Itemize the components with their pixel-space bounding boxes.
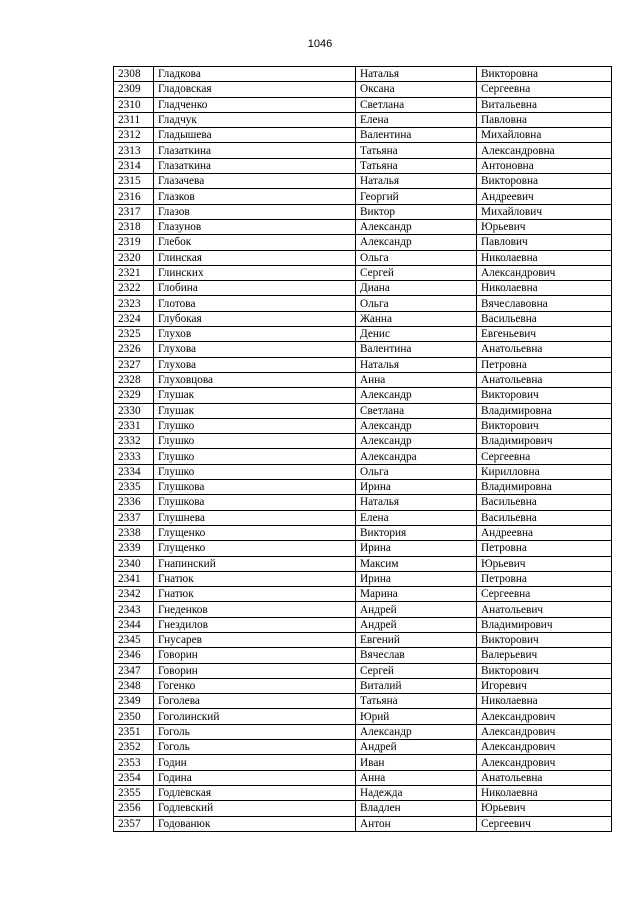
- patronymic-cell: Александрович: [477, 709, 612, 724]
- patronymic-cell: Антоновна: [477, 158, 612, 173]
- last-name-cell: Гнездилов: [154, 617, 356, 632]
- last-name-cell: Глубокая: [154, 311, 356, 326]
- first-name-cell: Татьяна: [356, 143, 477, 158]
- registry-table-body: [114, 67, 612, 832]
- registry-table: [113, 66, 612, 832]
- table-row: [114, 82, 612, 97]
- last-name-cell: Гоголь: [154, 740, 356, 755]
- patronymic-cell: Александровна: [477, 143, 612, 158]
- first-name-cell: Андрей: [356, 617, 477, 632]
- row-number-cell: 2345: [114, 632, 154, 647]
- first-name-cell: Максим: [356, 556, 477, 571]
- first-name-cell: Александр: [356, 235, 477, 250]
- table-row: [114, 189, 612, 204]
- last-name-cell: Гладченко: [154, 97, 356, 112]
- first-name-cell: Светлана: [356, 97, 477, 112]
- row-number-cell: 2330: [114, 403, 154, 418]
- first-name-cell: Ирина: [356, 571, 477, 586]
- last-name-cell: Глазаткина: [154, 143, 356, 158]
- table-row: [114, 663, 612, 678]
- last-name-cell: Говорин: [154, 663, 356, 678]
- patronymic-cell: Александрович: [477, 740, 612, 755]
- row-number-cell: 2326: [114, 342, 154, 357]
- last-name-cell: Глотова: [154, 296, 356, 311]
- patronymic-cell: Николаевна: [477, 281, 612, 296]
- table-row: [114, 403, 612, 418]
- first-name-cell: Елена: [356, 112, 477, 127]
- table-row: [114, 694, 612, 709]
- last-name-cell: Глушак: [154, 403, 356, 418]
- row-number-cell: 2349: [114, 694, 154, 709]
- first-name-cell: Александр: [356, 219, 477, 234]
- first-name-cell: Татьяна: [356, 158, 477, 173]
- first-name-cell: Виктор: [356, 204, 477, 219]
- table-row: [114, 434, 612, 449]
- patronymic-cell: Николаевна: [477, 694, 612, 709]
- row-number-cell: 2318: [114, 219, 154, 234]
- row-number-cell: 2344: [114, 617, 154, 632]
- table-row: [114, 112, 612, 127]
- table-row: [114, 525, 612, 540]
- last-name-cell: Годлевский: [154, 801, 356, 816]
- last-name-cell: Годлевская: [154, 785, 356, 800]
- last-name-cell: Глухова: [154, 357, 356, 372]
- row-number-cell: 2311: [114, 112, 154, 127]
- patronymic-cell: Анатольевна: [477, 342, 612, 357]
- patronymic-cell: Михайловна: [477, 128, 612, 143]
- row-number-cell: 2351: [114, 724, 154, 739]
- first-name-cell: Светлана: [356, 403, 477, 418]
- row-number-cell: 2340: [114, 556, 154, 571]
- patronymic-cell: Васильевна: [477, 510, 612, 525]
- last-name-cell: Глуховцова: [154, 372, 356, 387]
- first-name-cell: Наталья: [356, 357, 477, 372]
- patronymic-cell: Андреевич: [477, 189, 612, 204]
- first-name-cell: Евгений: [356, 632, 477, 647]
- first-name-cell: Наталья: [356, 495, 477, 510]
- table-row: [114, 602, 612, 617]
- row-number-cell: 2317: [114, 204, 154, 219]
- last-name-cell: Глазунов: [154, 219, 356, 234]
- table-row: [114, 556, 612, 571]
- last-name-cell: Глазаткина: [154, 158, 356, 173]
- last-name-cell: Гнатюк: [154, 587, 356, 602]
- row-number-cell: 2341: [114, 571, 154, 586]
- table-row: [114, 281, 612, 296]
- last-name-cell: Глушко: [154, 434, 356, 449]
- patronymic-cell: Александрович: [477, 724, 612, 739]
- table-row: [114, 510, 612, 525]
- last-name-cell: Гнусарев: [154, 632, 356, 647]
- row-number-cell: 2355: [114, 785, 154, 800]
- patronymic-cell: Владимирович: [477, 617, 612, 632]
- row-number-cell: 2339: [114, 541, 154, 556]
- first-name-cell: Александра: [356, 449, 477, 464]
- row-number-cell: 2324: [114, 311, 154, 326]
- table-row: [114, 327, 612, 342]
- first-name-cell: Елена: [356, 510, 477, 525]
- patronymic-cell: Викторович: [477, 388, 612, 403]
- table-row: [114, 709, 612, 724]
- row-number-cell: 2325: [114, 327, 154, 342]
- last-name-cell: Годин: [154, 755, 356, 770]
- table-row: [114, 571, 612, 586]
- first-name-cell: Александр: [356, 388, 477, 403]
- last-name-cell: Гнеденков: [154, 602, 356, 617]
- table-row: [114, 219, 612, 234]
- table-row: [114, 632, 612, 647]
- first-name-cell: Александр: [356, 418, 477, 433]
- patronymic-cell: Анатольевна: [477, 372, 612, 387]
- table-row: [114, 342, 612, 357]
- last-name-cell: Гладчук: [154, 112, 356, 127]
- table-row: [114, 67, 612, 82]
- row-number-cell: 2322: [114, 281, 154, 296]
- first-name-cell: Марина: [356, 587, 477, 602]
- row-number-cell: 2319: [114, 235, 154, 250]
- patronymic-cell: Владимировна: [477, 403, 612, 418]
- patronymic-cell: Вячеславовна: [477, 296, 612, 311]
- row-number-cell: 2320: [114, 250, 154, 265]
- first-name-cell: Наталья: [356, 67, 477, 82]
- row-number-cell: 2328: [114, 372, 154, 387]
- first-name-cell: Александр: [356, 724, 477, 739]
- table-row: [114, 372, 612, 387]
- row-number-cell: 2348: [114, 678, 154, 693]
- table-row: [114, 724, 612, 739]
- table-row: [114, 311, 612, 326]
- patronymic-cell: Андреевна: [477, 525, 612, 540]
- row-number-cell: 2353: [114, 755, 154, 770]
- first-name-cell: Александр: [356, 434, 477, 449]
- row-number-cell: 2323: [114, 296, 154, 311]
- table-row: [114, 648, 612, 663]
- row-number-cell: 2356: [114, 801, 154, 816]
- patronymic-cell: Викторовна: [477, 67, 612, 82]
- last-name-cell: Глушко: [154, 449, 356, 464]
- first-name-cell: Антон: [356, 816, 477, 831]
- row-number-cell: 2321: [114, 265, 154, 280]
- first-name-cell: Анна: [356, 770, 477, 785]
- last-name-cell: Гладовская: [154, 82, 356, 97]
- row-number-cell: 2346: [114, 648, 154, 663]
- row-number-cell: 2313: [114, 143, 154, 158]
- patronymic-cell: Викторович: [477, 632, 612, 647]
- table-row: [114, 495, 612, 510]
- last-name-cell: Глушко: [154, 464, 356, 479]
- patronymic-cell: Юрьевич: [477, 801, 612, 816]
- last-name-cell: Глазков: [154, 189, 356, 204]
- patronymic-cell: Викторович: [477, 663, 612, 678]
- row-number-cell: 2315: [114, 174, 154, 189]
- row-number-cell: 2334: [114, 464, 154, 479]
- last-name-cell: Гогенко: [154, 678, 356, 693]
- table-row: [114, 235, 612, 250]
- row-number-cell: 2352: [114, 740, 154, 755]
- row-number-cell: 2332: [114, 434, 154, 449]
- patronymic-cell: Валерьевич: [477, 648, 612, 663]
- table-row: [114, 174, 612, 189]
- patronymic-cell: Петровна: [477, 357, 612, 372]
- first-name-cell: Ирина: [356, 541, 477, 556]
- row-number-cell: 2310: [114, 97, 154, 112]
- patronymic-cell: Сергеевна: [477, 587, 612, 602]
- last-name-cell: Глухов: [154, 327, 356, 342]
- first-name-cell: Георгий: [356, 189, 477, 204]
- last-name-cell: Глущенко: [154, 525, 356, 540]
- row-number-cell: 2312: [114, 128, 154, 143]
- row-number-cell: 2347: [114, 663, 154, 678]
- row-number-cell: 2342: [114, 587, 154, 602]
- table-row: [114, 541, 612, 556]
- first-name-cell: Валентина: [356, 342, 477, 357]
- first-name-cell: Наталья: [356, 174, 477, 189]
- last-name-cell: Глобина: [154, 281, 356, 296]
- last-name-cell: Глебок: [154, 235, 356, 250]
- row-number-cell: 2354: [114, 770, 154, 785]
- first-name-cell: Денис: [356, 327, 477, 342]
- first-name-cell: Виталий: [356, 678, 477, 693]
- patronymic-cell: Сергеевна: [477, 449, 612, 464]
- first-name-cell: Вячеслав: [356, 648, 477, 663]
- row-number-cell: 2309: [114, 82, 154, 97]
- table-row: [114, 97, 612, 112]
- last-name-cell: Гоголинский: [154, 709, 356, 724]
- first-name-cell: Жанна: [356, 311, 477, 326]
- table-row: [114, 158, 612, 173]
- patronymic-cell: Юрьевич: [477, 219, 612, 234]
- patronymic-cell: Викторовна: [477, 174, 612, 189]
- row-number-cell: 2329: [114, 388, 154, 403]
- first-name-cell: Сергей: [356, 265, 477, 280]
- last-name-cell: Глухова: [154, 342, 356, 357]
- last-name-cell: Гнапинский: [154, 556, 356, 571]
- first-name-cell: Андрей: [356, 602, 477, 617]
- row-number-cell: 2308: [114, 67, 154, 82]
- last-name-cell: Глушкова: [154, 480, 356, 495]
- table-row: [114, 128, 612, 143]
- table-row: [114, 265, 612, 280]
- table-row: [114, 678, 612, 693]
- patronymic-cell: Сергеевич: [477, 816, 612, 831]
- patronymic-cell: Анатольевна: [477, 770, 612, 785]
- patronymic-cell: Сергеевна: [477, 82, 612, 97]
- table-row: [114, 388, 612, 403]
- first-name-cell: Иван: [356, 755, 477, 770]
- patronymic-cell: Владимирович: [477, 434, 612, 449]
- row-number-cell: 2336: [114, 495, 154, 510]
- row-number-cell: 2327: [114, 357, 154, 372]
- last-name-cell: Гладкова: [154, 67, 356, 82]
- patronymic-cell: Евгеньевич: [477, 327, 612, 342]
- table-row: [114, 204, 612, 219]
- last-name-cell: Глушак: [154, 388, 356, 403]
- patronymic-cell: Павловна: [477, 112, 612, 127]
- last-name-cell: Глазов: [154, 204, 356, 219]
- row-number-cell: 2338: [114, 525, 154, 540]
- page-number: 1046: [307, 38, 333, 50]
- first-name-cell: Ольга: [356, 296, 477, 311]
- patronymic-cell: Александрович: [477, 755, 612, 770]
- patronymic-cell: Александрович: [477, 265, 612, 280]
- last-name-cell: Глушнева: [154, 510, 356, 525]
- patronymic-cell: Николаевна: [477, 785, 612, 800]
- patronymic-cell: Петровна: [477, 571, 612, 586]
- first-name-cell: Ольга: [356, 250, 477, 265]
- table-row: [114, 816, 612, 831]
- first-name-cell: Виктория: [356, 525, 477, 540]
- patronymic-cell: Павлович: [477, 235, 612, 250]
- table-row: [114, 418, 612, 433]
- first-name-cell: Сергей: [356, 663, 477, 678]
- last-name-cell: Глинских: [154, 265, 356, 280]
- patronymic-cell: Викторович: [477, 418, 612, 433]
- patronymic-cell: Владимировна: [477, 480, 612, 495]
- last-name-cell: Глушко: [154, 418, 356, 433]
- first-name-cell: Оксана: [356, 82, 477, 97]
- table-row: [114, 587, 612, 602]
- last-name-cell: Глушкова: [154, 495, 356, 510]
- table-row: [114, 449, 612, 464]
- row-number-cell: 2331: [114, 418, 154, 433]
- table-row: [114, 250, 612, 265]
- table-row: [114, 464, 612, 479]
- table-row: [114, 755, 612, 770]
- patronymic-cell: Васильевна: [477, 311, 612, 326]
- patronymic-cell: Михайлович: [477, 204, 612, 219]
- table-row: [114, 617, 612, 632]
- patronymic-cell: Петровна: [477, 541, 612, 556]
- table-row: [114, 480, 612, 495]
- last-name-cell: Глущенко: [154, 541, 356, 556]
- row-number-cell: 2343: [114, 602, 154, 617]
- table-row: [114, 785, 612, 800]
- patronymic-cell: Васильевна: [477, 495, 612, 510]
- first-name-cell: Ирина: [356, 480, 477, 495]
- row-number-cell: 2335: [114, 480, 154, 495]
- patronymic-cell: Игоревич: [477, 678, 612, 693]
- last-name-cell: Гладышева: [154, 128, 356, 143]
- table-row: [114, 801, 612, 816]
- last-name-cell: Говорин: [154, 648, 356, 663]
- last-name-cell: Гнатюк: [154, 571, 356, 586]
- first-name-cell: Диана: [356, 281, 477, 296]
- row-number-cell: 2333: [114, 449, 154, 464]
- first-name-cell: Анна: [356, 372, 477, 387]
- last-name-cell: Гоголева: [154, 694, 356, 709]
- patronymic-cell: Николаевна: [477, 250, 612, 265]
- first-name-cell: Татьяна: [356, 694, 477, 709]
- table-row: [114, 740, 612, 755]
- patronymic-cell: Юрьевич: [477, 556, 612, 571]
- first-name-cell: Владлен: [356, 801, 477, 816]
- table-row: [114, 357, 612, 372]
- row-number-cell: 2316: [114, 189, 154, 204]
- first-name-cell: Юрий: [356, 709, 477, 724]
- patronymic-cell: Кирилловна: [477, 464, 612, 479]
- last-name-cell: Година: [154, 770, 356, 785]
- row-number-cell: 2337: [114, 510, 154, 525]
- first-name-cell: Андрей: [356, 740, 477, 755]
- patronymic-cell: Витальевна: [477, 97, 612, 112]
- table-row: [114, 770, 612, 785]
- last-name-cell: Глинская: [154, 250, 356, 265]
- first-name-cell: Валентина: [356, 128, 477, 143]
- patronymic-cell: Анатольевич: [477, 602, 612, 617]
- last-name-cell: Гоголь: [154, 724, 356, 739]
- first-name-cell: Ольга: [356, 464, 477, 479]
- table-row: [114, 143, 612, 158]
- first-name-cell: Надежда: [356, 785, 477, 800]
- row-number-cell: 2357: [114, 816, 154, 831]
- table-row: [114, 296, 612, 311]
- last-name-cell: Годованюк: [154, 816, 356, 831]
- row-number-cell: 2350: [114, 709, 154, 724]
- row-number-cell: 2314: [114, 158, 154, 173]
- last-name-cell: Глазачева: [154, 174, 356, 189]
